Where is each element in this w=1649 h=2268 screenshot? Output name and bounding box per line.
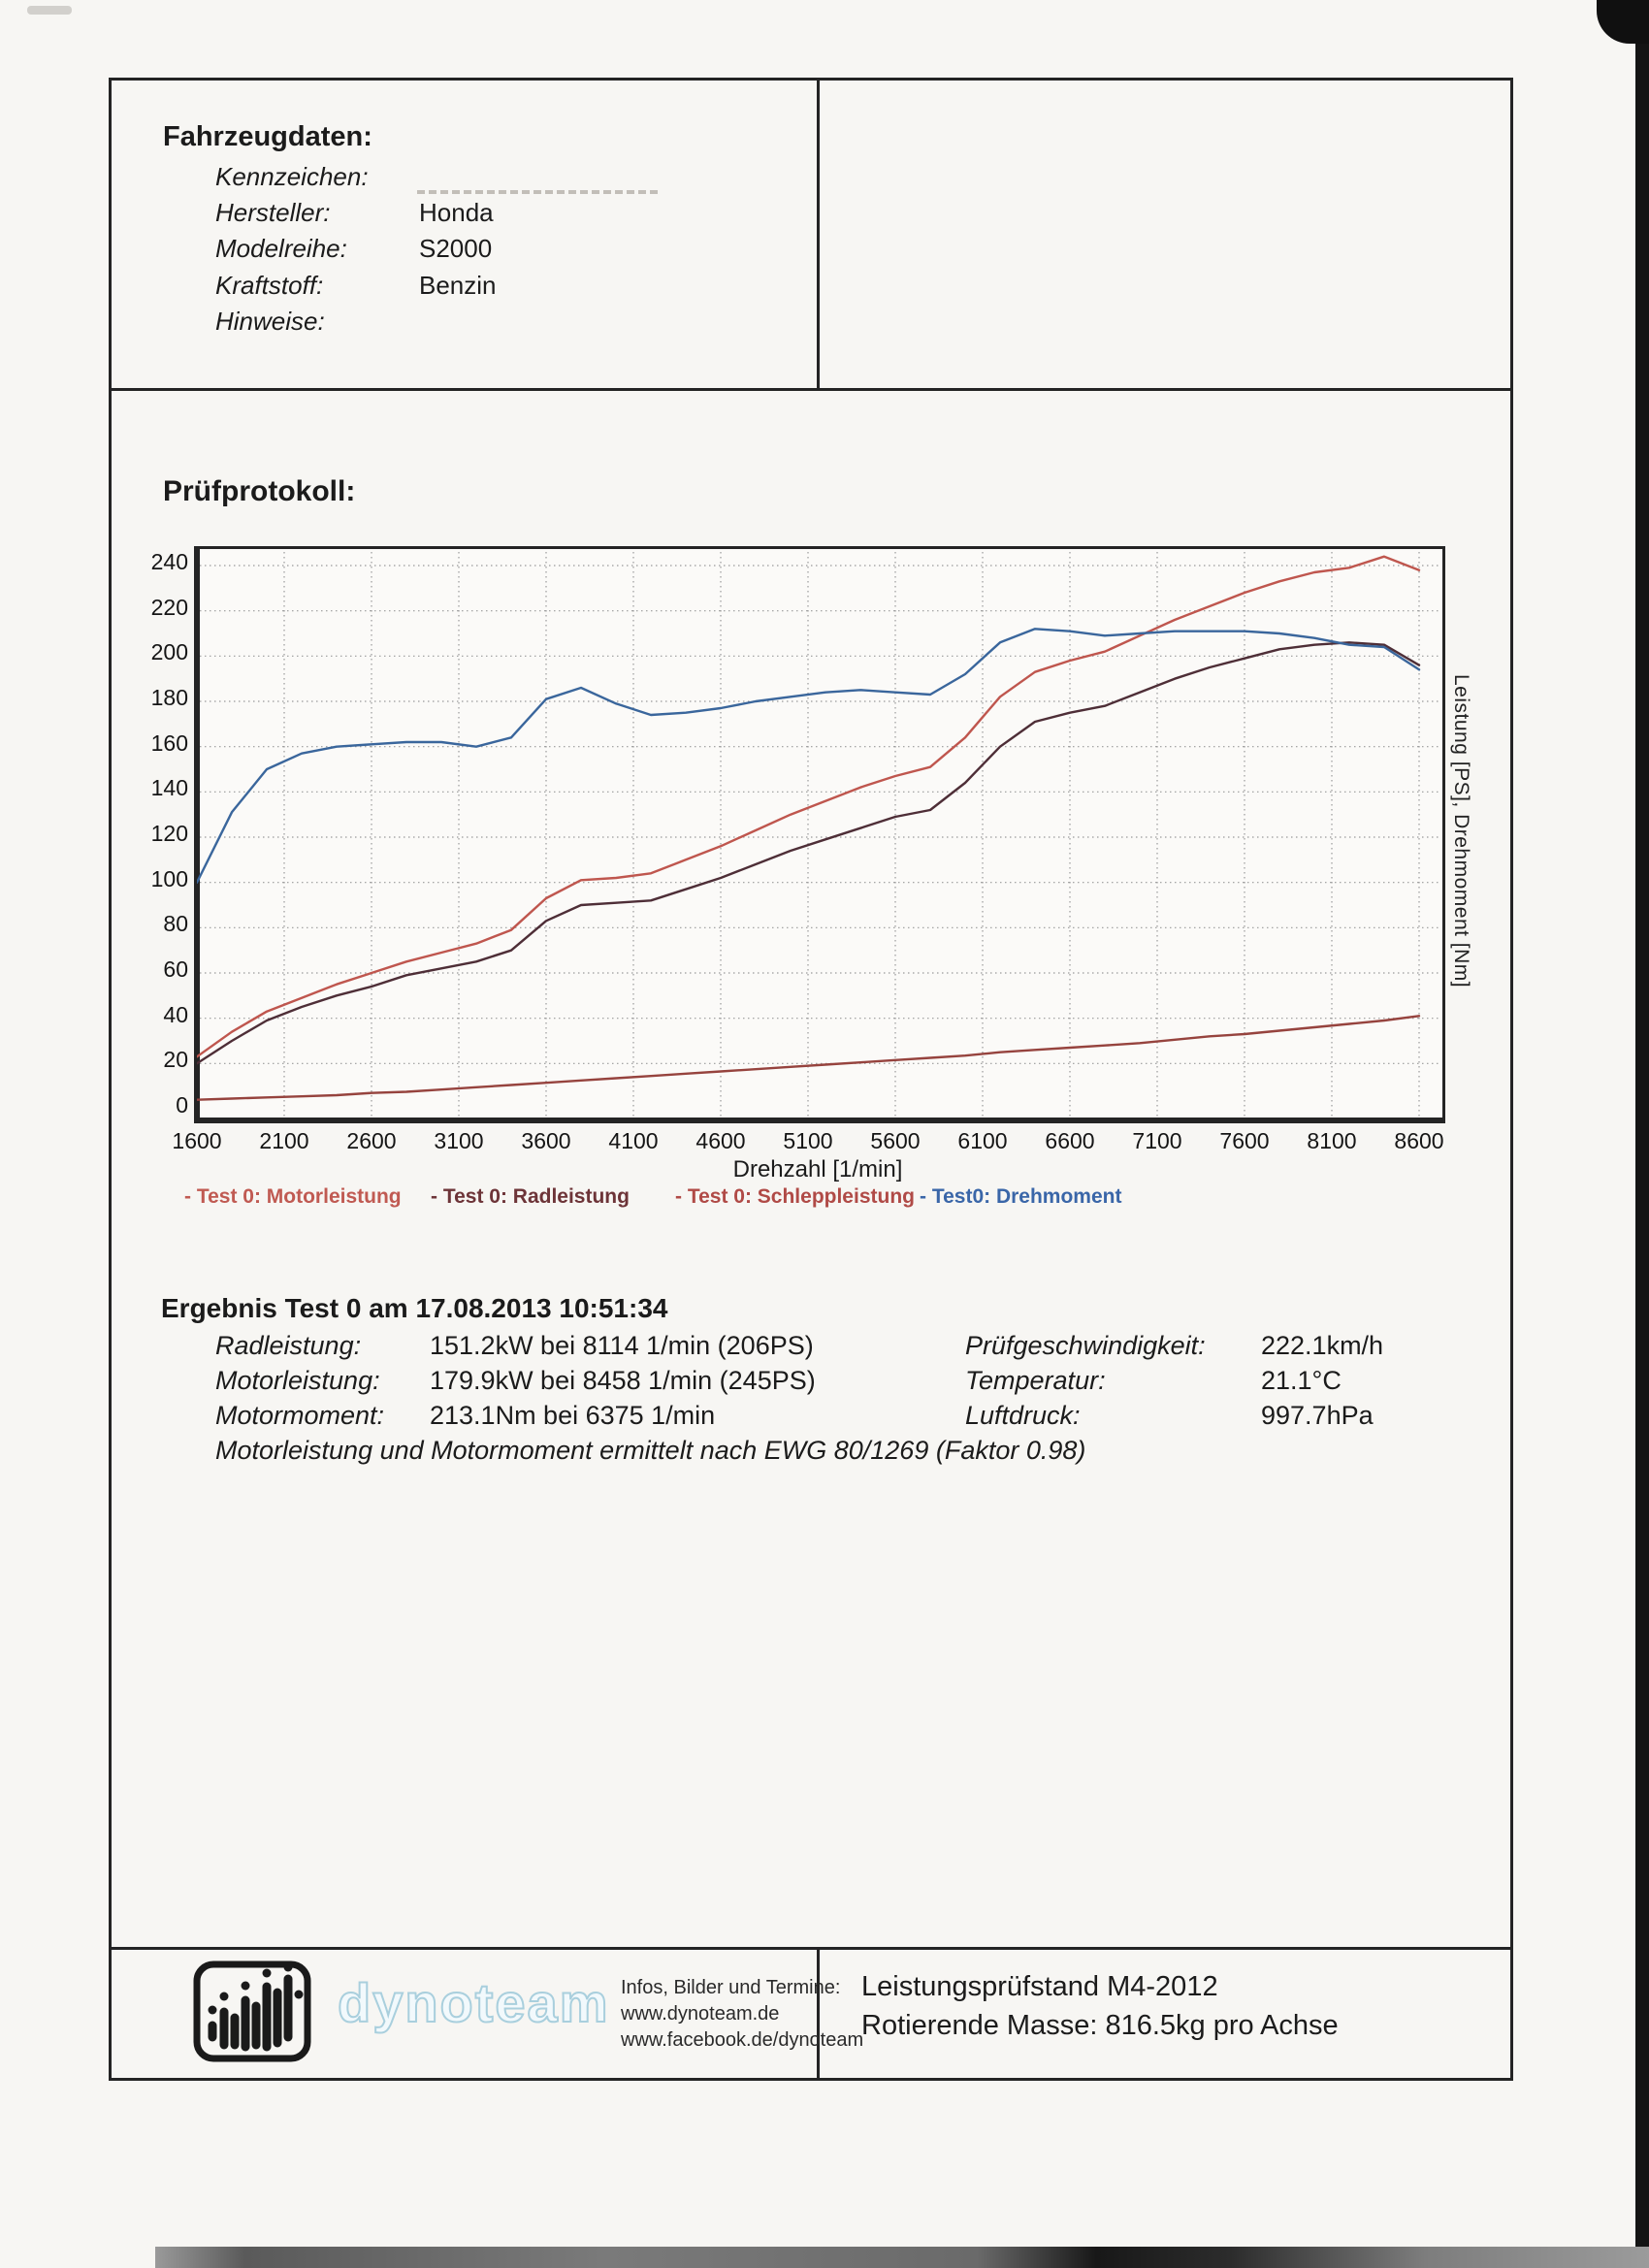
header-horizontal-divider [109, 388, 1510, 391]
x-axis-tick-label: 2100 [259, 1128, 309, 1153]
y-axis-tick-label: 140 [150, 775, 188, 801]
scan-artifact-right-bar [1635, 0, 1649, 2268]
footer-link-facebook[interactable]: www.facebook.de/dynoteam [621, 2029, 864, 2051]
dynoteam-wordmark: dynoteam [338, 1972, 610, 2033]
vehicle-section-title: Fahrzeugdaten: [163, 121, 372, 152]
x-axis-tick-label: 4600 [695, 1128, 746, 1153]
results-note: Motorleistung und Motormoment ermittelt nach EWG 80/1269 (Faktor 0.98) [215, 1436, 1086, 1465]
x-axis-tick-label: 2600 [346, 1128, 397, 1153]
rotating-mass-info: Rotierende Masse: 816.5kg pro Achse [861, 2010, 1339, 2041]
header-vertical-divider [817, 78, 820, 391]
vehicle-field-label: Modelreihe: [215, 234, 347, 263]
y-axis-tick-label: 120 [150, 821, 188, 846]
x-axis-tick-label: 4100 [608, 1128, 659, 1153]
x-axis-tick-label: 3600 [521, 1128, 571, 1153]
legend-item-radleistung: - Test 0: Radleistung [431, 1185, 630, 1208]
x-axis-tick-label: 7600 [1219, 1128, 1270, 1153]
result-value: 151.2kW bei 8114 1/min (206PS) [430, 1331, 814, 1360]
x-axis-tick-label: 6600 [1045, 1128, 1095, 1153]
result-label: Temperatur: [965, 1366, 1106, 1395]
vehicle-field-label: Kennzeichen: [215, 162, 369, 191]
dyno-chart [194, 546, 1445, 1123]
dyno-chart-plot-area [197, 549, 1442, 1120]
scan-artifact-corner [1597, 0, 1649, 44]
vehicle-field-label: Kraftstoff: [215, 271, 324, 300]
x-axis-tick-label: 5600 [870, 1128, 921, 1153]
y-axis-tick-label: 20 [163, 1047, 188, 1073]
y-axis-tick-label: 160 [150, 729, 188, 756]
vehicle-field-value: Honda [419, 198, 494, 227]
protocol-section-title: Prüfprotokoll: [163, 475, 356, 507]
scan-artifact-bottom-bar [155, 2247, 1649, 2268]
y-axis-tick-label: 80 [163, 911, 188, 937]
y-axis-tick-label: 200 [150, 639, 188, 665]
footer-link-dynoteam[interactable]: www.dynoteam.de [621, 2003, 780, 2025]
footer-contact-block [621, 1975, 863, 2054]
vehicle-field-label: Hersteller: [215, 198, 331, 227]
result-label: Radleistung: [215, 1331, 362, 1360]
result-value: 213.1Nm bei 6375 1/min [430, 1401, 716, 1430]
y-axis-tick-label: 60 [163, 956, 188, 982]
dynoteam-logo-icon [192, 1960, 320, 2068]
vehicle-field-value: Benzin [419, 271, 497, 300]
result-label: Motormoment: [215, 1401, 385, 1430]
legend-item-motorleistung: - Test 0: Motorleistung [184, 1185, 402, 1208]
x-axis-tick-label: 3100 [434, 1128, 484, 1153]
vehicle-field-value: S2000 [419, 234, 493, 263]
y-axis-tick-label: 240 [150, 549, 188, 574]
result-label: Luftdruck: [965, 1401, 1081, 1430]
y-axis-tick-label: 220 [150, 594, 188, 620]
x-axis-tick-label: 8100 [1307, 1128, 1357, 1153]
result-label: Prüfgeschwindigkeit: [965, 1331, 1206, 1360]
y-axis-tick-label: 0 [176, 1092, 188, 1118]
result-label: Motorleistung: [215, 1366, 380, 1395]
result-value: 997.7hPa [1261, 1401, 1374, 1430]
x-axis-tick-label: 1600 [172, 1128, 222, 1153]
x-axis-tick-label: 6100 [957, 1128, 1008, 1153]
redacted-license-plate [417, 190, 658, 194]
scan-artifact-speck [27, 6, 72, 15]
result-value: 222.1km/h [1261, 1331, 1384, 1360]
footer-contact-line: Infos, Bilder und Termine: [621, 1977, 841, 1998]
footer-horizontal-divider [109, 1947, 1510, 1950]
vehicle-field-label: Hinweise: [215, 307, 325, 336]
y-axis-tick-label: 180 [150, 685, 188, 710]
legend-item-drehmoment: - Test0: Drehmoment [920, 1185, 1122, 1208]
test-stand-name: Leistungsprüfstand M4-2012 [861, 1971, 1218, 2002]
legend-item-schleppleistung: - Test 0: Schleppleistung [675, 1185, 915, 1208]
x-axis-title: Drehzahl [1/min] [732, 1156, 903, 1183]
result-value: 21.1°C [1261, 1366, 1342, 1395]
x-axis-tick-label: 7100 [1132, 1128, 1182, 1153]
y-axis-tick-label: 100 [150, 865, 188, 891]
y-axis-title: Leistung [PS], Drehmoment [Nm] [1450, 674, 1472, 988]
x-axis-tick-label: 5100 [783, 1128, 833, 1153]
results-title: Ergebnis Test 0 am 17.08.2013 10:51:34 [161, 1293, 668, 1323]
result-value: 179.9kW bei 8458 1/min (245PS) [430, 1366, 816, 1395]
x-axis-tick-label: 8600 [1394, 1128, 1444, 1153]
y-axis-tick-label: 40 [163, 1001, 188, 1027]
